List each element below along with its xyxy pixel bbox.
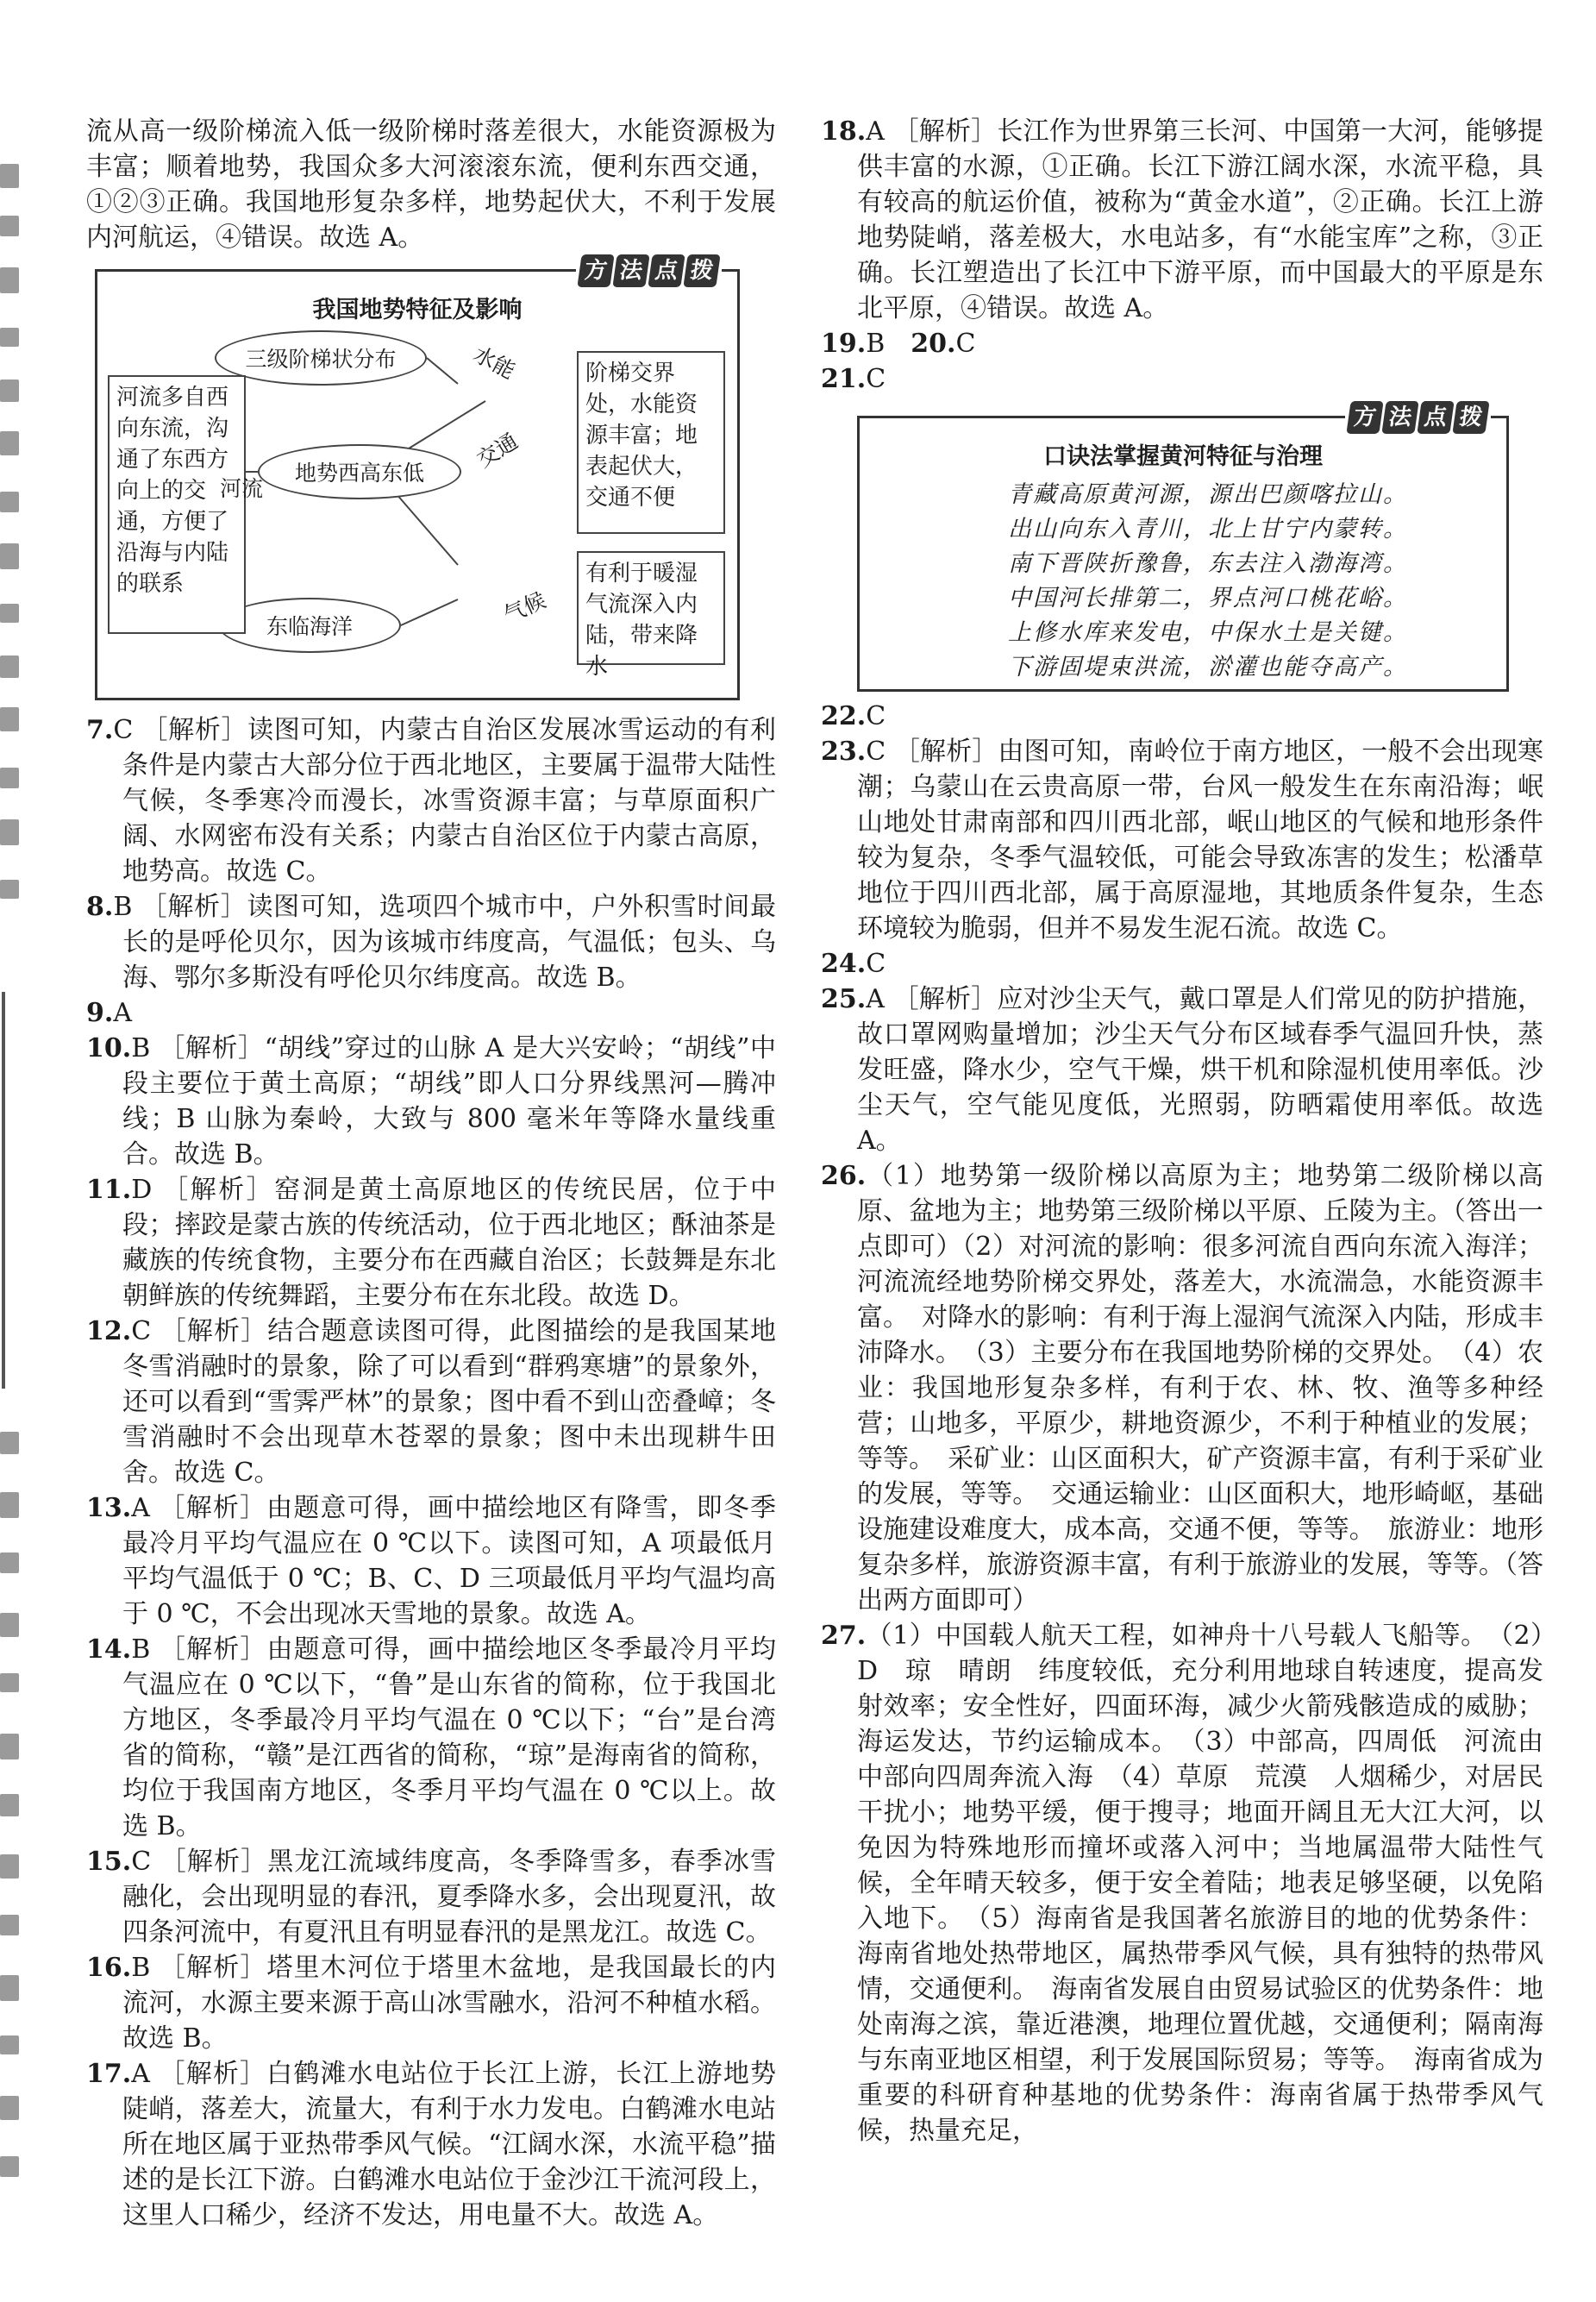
item-text: C ［解析］黑龙江流域纬度高，冬季降雪多，春季冰雪融化，会出现明显的春汛，夏季降水多，会出现夏汛，故四条河流中，有夏汛且有明显春汛的是黑龙江。故选 C。 xyxy=(122,1847,776,1948)
answer-item xyxy=(86,1844,776,1950)
answer-item xyxy=(821,326,1543,361)
badge-char: 方 xyxy=(577,254,614,287)
item-number: 25. xyxy=(821,984,867,1014)
item-number: 26. xyxy=(821,1161,867,1191)
badge-char: 拨 xyxy=(683,254,720,287)
item-number: 18. xyxy=(821,116,867,147)
badge-char: 方 xyxy=(1346,401,1383,434)
item-number: 13. xyxy=(86,1493,132,1523)
item-text: A ［解析］应对沙尘天气，戴口罩是人们常见的防护措施，故口罩网购量增加；沙尘天气分布区域春季气温回升快，蒸发旺盛，降水少，空气干燥，烘干机和除湿机使用率低。沙尘天气，空气能见度低，光照弱，防晒霜使用率低。故选 A。 xyxy=(857,984,1543,1156)
answer-item xyxy=(86,1172,776,1314)
answer-item xyxy=(86,889,776,995)
item-number: 24. xyxy=(821,949,867,979)
item-text: B xyxy=(866,329,911,359)
ellipse-west-high-east-low: 地势西高东低 xyxy=(258,444,461,499)
item-text: B ［解析］“胡线”穿过的山脉 A 是大兴安岭；“胡线”中段主要位于黄土高原；“胡线”即人口分界线黑河—腾冲线；B 山脉为秦岭，大致与 800 毫米年等降水量线重合。故选 B。 xyxy=(122,1033,776,1170)
item-number: 17. xyxy=(86,2059,132,2089)
answer-item xyxy=(821,361,1543,397)
label-hydropower: 水能 xyxy=(469,341,520,384)
item-number: 23. xyxy=(821,737,867,767)
item-number: 27. xyxy=(821,1621,867,1651)
rhyme-line: 上修水库来发电，中保水土是关键。 xyxy=(1008,619,1408,646)
badge-char: 法 xyxy=(1381,401,1418,434)
answer-item xyxy=(86,1314,776,1490)
rhyme-line: 中国河长排第二，界点河口桃花峪。 xyxy=(1008,585,1408,612)
label-river: 河流 xyxy=(219,476,264,501)
item-number: 14. xyxy=(86,1634,132,1665)
item-number: 12. xyxy=(86,1316,132,1346)
item-number: 9. xyxy=(86,998,114,1028)
box-hydro-transport-effect: 阶梯交界处，水能资源丰富；地表起伏大，交通不便 xyxy=(577,351,725,534)
ellipse-east-coast: 东临海洋 xyxy=(218,598,401,653)
answer-item xyxy=(821,734,1543,946)
answer-item xyxy=(821,114,1543,326)
item-text: B ［解析］塔里木河位于塔里木盆地，是我国最长的内流河，水源主要来源于高山冰雪融水，沿河不种植水稻。故选 B。 xyxy=(122,1953,776,2054)
answer-item xyxy=(821,699,1543,734)
answer-item xyxy=(86,2056,776,2233)
label-climate: 气候 xyxy=(499,586,550,628)
item-text: C ［解析］结合题意读图可得，此图描绘的是我国某地冬雪消融时的景象，除了可以看到“群鸦寒塘”的景象外，还可以看到“雪霁严林”的景象；图中看不到山峦叠嶂；冬雪消融时不会出现草木苍翠的景象；图中未出现耕牛田舍。故选 C。 xyxy=(122,1316,776,1488)
badge-char: 法 xyxy=(612,254,649,287)
rhyme-line: 青藏高原黄河源，源出巴颜喀拉山。 xyxy=(1008,481,1408,508)
box-title: 我国地势特征及影响 xyxy=(312,297,523,323)
item-number: 21. xyxy=(821,364,867,394)
answer-item xyxy=(821,1158,1543,1618)
item-number: 7. xyxy=(86,715,114,745)
item-number: 11. xyxy=(86,1175,132,1205)
badge-char: 点 xyxy=(648,254,685,287)
left-column xyxy=(86,114,776,2233)
item-text: C ［解析］读图可知，内蒙古自治区发展冰雪运动的有利条件是内蒙古大部分位于西北地区，主要属于温带大陆性气候，冬季寒冷而漫长，冰雪资源丰富；与草原面积广阔、水网密布没有关系；内蒙古自治区位于内蒙古高原，地势高。故选 C。 xyxy=(113,715,776,887)
method-tip-box-yellow-river xyxy=(857,405,1509,692)
rhyme-line: 南下晋陕折豫鲁，东去注入渤海湾。 xyxy=(1008,550,1408,577)
method-tip-box-terrain xyxy=(95,258,740,700)
answer-item xyxy=(821,982,1543,1158)
box-title: 口诀法掌握黄河特征与治理 xyxy=(1043,443,1323,470)
item-number: 22. xyxy=(821,701,867,731)
answer-item xyxy=(86,1950,776,2056)
item-number: 20. xyxy=(911,329,956,359)
answer-item xyxy=(86,712,776,889)
item-text: C ［解析］由图可知，南岭位于南方地区，一般不会出现寒潮；乌蒙山在云贵高原一带，台风一般发生在东南沿海；岷山地处甘肃南部和四川西北部，岷山地区的气候和地形条件较为复杂，冬季气温较低，可能会导致冻害的发生；松潘草地位于四川西北部，属于高原湿地，其地质条件复杂，生态环境较为脆弱，但并不易发生泥石流。故选 C。 xyxy=(857,737,1543,944)
badge-char: 拨 xyxy=(1452,401,1489,434)
intro-paragraph: 流从高一级阶梯流入低一级阶梯时落差很大，水能资源极为丰富；顺着地势，我国众多大河滚滚东流，便利东西交通，①②③正确。我国地形复杂多样，地势起伏大，不利于发展内河航运，④错误。故选 A。 xyxy=(86,116,776,253)
item-text: D ［解析］窑洞是黄土高原地区的传统民居，位于中段；摔跤是蒙古族的传统活动，位于西北地区；酥油茶是藏族的传统食物，主要分布在西藏自治区；长鼓舞是东北朝鲜族的传统舞蹈，主要分布在东北段。故选 D。 xyxy=(122,1175,776,1311)
item-text: （1）中国载人航天工程，如神舟十八号载人飞船等。 （2）D 琼 晴朗 纬度较低，充分利用地球自转速度，提高发射效率；安全性好，四面环海，减少火箭残骸造成的威胁；海运发达，节约运输成本。 （3）中部高，四周低 河流由中部向四周奔流入海 （4）草原 荒漠 人烟稀少，对居民干扰小；地势平缓，便于搜寻；地面开阔且无大江大河，以免因为特殊地形而撞坏或落入河中；当地属温带大陆性气候，全年晴天较多，便于安全着陆；地表足够坚硬，以免陷入地下。 （5）海南省是我国著名旅游目的地的优势条件：海南省地处热带地区，属热带季风气候，具有独特的热带风情，交通便利。 海南省发展自由贸易试验区的优势条件：地处南海之滨，靠近港澳，地理位置优越，交通便利；隔南海与东南亚地区相望，利于发展国际贸易；等等。 海南省成为重要的科研育种基地的优势条件：海南省属于热带季风气候，热量充足， xyxy=(857,1621,1543,2146)
ellipse-three-step-terrain: 三级阶梯状分布 xyxy=(215,330,427,386)
item-number: 10. xyxy=(86,1033,132,1063)
item-text: A xyxy=(113,998,132,1028)
answer-item xyxy=(86,1490,776,1632)
badge-char: 点 xyxy=(1417,401,1454,434)
page-edge-gutter xyxy=(0,147,22,2199)
answer-item xyxy=(821,946,1543,982)
label-transport: 交通 xyxy=(472,428,523,473)
answer-item xyxy=(86,1031,776,1172)
rhyme-line: 出山向东入青川，北上甘宁内蒙转。 xyxy=(1008,516,1408,543)
right-column xyxy=(821,114,1543,2148)
box-climate-effect: 有利于暖湿气流深入内陆，带来降水 xyxy=(577,551,725,665)
item-number: 16. xyxy=(86,1953,132,1983)
item-number: 15. xyxy=(86,1847,132,1877)
answer-item xyxy=(86,1632,776,1844)
item-text: C xyxy=(866,701,886,731)
item-text: A ［解析］长江作为世界第三长河、中国第一大河，能够提供丰富的水源，①正确。长江下游江阔水深，水流平稳，具有较高的航运价值，被称为“黄金水道”，②正确。长江上游地势陡峭，落差极大，水电站多，有“水能宝库”之称，③正确。长江塑造出了长江中下游平原，而中国最大的平原是东北平原，④错误。故选 A。 xyxy=(857,116,1543,323)
item-number: 19. xyxy=(821,329,867,359)
item-number: 8. xyxy=(86,892,114,922)
item-text: A ［解析］由题意可得，画中描绘地区有降雪，即冬季最冷月平均气温应在 0 ℃以下。读图可知，A 项最低月平均气温低于 0 ℃；B、C、D 三项最低月平均气温均高于 0 ℃，不会出现冰天雪地的景象。故选 A。 xyxy=(122,1493,776,1629)
item-text: C xyxy=(955,329,976,359)
rhyme-line: 下游固堤束洪流，淤灌也能夺高产。 xyxy=(1008,654,1408,681)
answer-item xyxy=(821,1618,1543,2148)
item-text: （1）地势第一级阶梯以高原为主；地势第二级阶梯以高原、盆地为主；地势第三级阶梯以平原、丘陵为主。（答出一点即可）（2）对河流的影响：很多河流自西向东流入海洋；河流流经地势阶梯交界处，落差大，水流湍急，水能资源丰富。 对降水的影响：有利于海上湿润气流深入内陆，形成丰沛降水。 （3）主要分布在我国地势阶梯的交界处。 （4）农业：我国地形复杂多样，有利于农、林、牧、渔等多种经营；山地多，平原少，耕地资源少，不利于种植业的发展；等等。 采矿业：山区面积大，矿产资源丰富，有利于采矿业的发展，等等。 交通运输业：山区面积大，地形崎岖，基础设施建设难度大，成本高，交通不便，等等。 旅游业：地形复杂多样，旅游资源丰富，有利于旅游业的发展，等等。（答出两方面即可） xyxy=(857,1161,1543,1615)
item-text: B ［解析］由题意可得，画中描绘地区冬季最冷月平均气温应在 0 ℃以下，“鲁”是山东省的简称，位于我国北方地区，冬季最冷月平均气温在 0 ℃以下；“台”是台湾省的简称，“赣”是江西省的简称，“琼”是海南省的简称，均位于我国南方地区，冬季月平均气温在 0 ℃以上。故选 B。 xyxy=(122,1634,776,1841)
method-tip-badge xyxy=(1345,401,1491,434)
answer-item xyxy=(86,995,776,1031)
item-text: B ［解析］读图可知，选项四个城市中，户外积雪时间最长的是呼伦贝尔，因为该城市纬度高，气温低；包头、乌海、鄂尔多斯没有呼伦贝尔纬度高。故选 B。 xyxy=(113,892,776,993)
item-text: A ［解析］白鹤滩水电站位于长江上游，长江上游地势陡峭，落差大，流量大，有利于水力发电。白鹤滩水电站所在地区属于亚热带季风气候。“江阔水深，水流平稳”描述的是长江下游。白鹤滩水电站位于金沙江干流河段上，这里人口稀少，经济不发达，用电量不大。故选 A。 xyxy=(122,2059,776,2230)
item-text: C xyxy=(866,364,886,394)
item-text: C xyxy=(866,949,886,979)
box-river-effect: 河流多自西向东流，沟通了东西方向上的交通，方便了沿海与内陆的联系 xyxy=(108,375,246,634)
